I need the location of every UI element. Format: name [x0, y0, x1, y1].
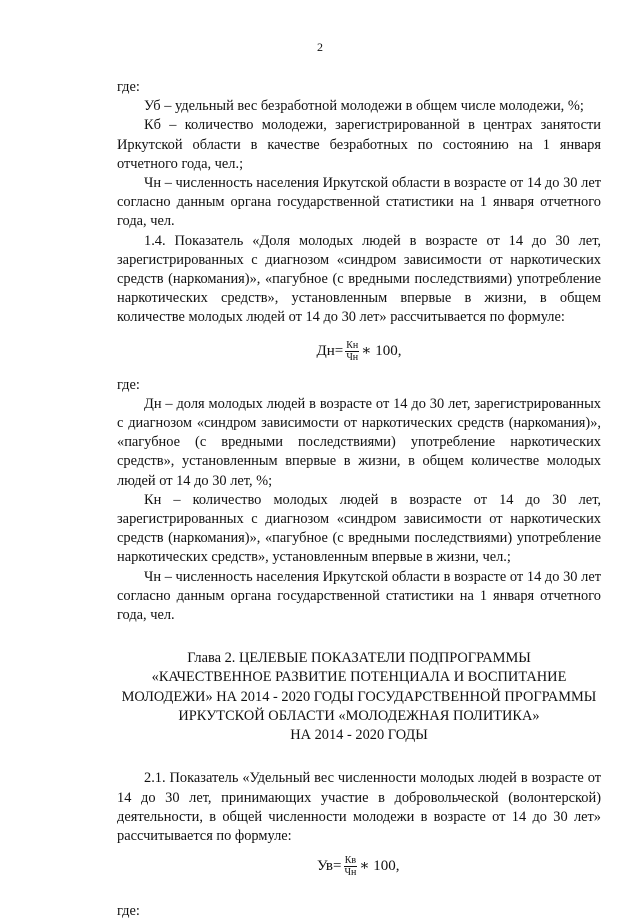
formula-uv-rhs: ∗ 100, [359, 857, 400, 874]
chapter-heading-line: Глава 2. ЦЕЛЕВЫЕ ПОКАЗАТЕЛИ ПОДПРОГРАММЫ [187, 650, 531, 667]
formula-uv-lhs: Ув= [317, 857, 342, 874]
where-label: где: [117, 903, 140, 920]
formula-uv-numerator: Кв [344, 854, 357, 866]
page-content [117, 78, 601, 921]
definition-kb: Кб – количество молодежи, зарегистрированной в центрах занятости Иркутской области в качестве безработных по состоянию на 1 января отчетного года, чел.; [117, 117, 601, 172]
formula-dn-fraction [345, 340, 359, 363]
formula-uv-fraction [343, 855, 357, 878]
formula-uv-denominator: Чн [344, 866, 357, 878]
definition-dn: Дн – доля молодых людей в возрасте от 14 до 30 лет, зарегистрированных с диагнозом «синдром зависимости от наркотических средств (наркомания)», «пагубное (с вредными последствиями) употребление наркотических средств», установленным впервые в жизни, в общем количестве молодых людей от 14 до 30 лет, %; [117, 395, 601, 489]
formula-dn [117, 328, 601, 376]
chapter-heading-line: НА 2014 - 2020 ГОДЫ [290, 727, 428, 744]
paragraph-1-4: 1.4. Показатель «Доля молодых людей в возрасте от 14 до 30 лет, зарегистрированных с диагнозом «синдром зависимости от наркотических средств (наркомания)», «пагубное (с вредными последствиями) употребление наркотических средств», установленным впервые в жизни, в общем количестве молодых людей от 14 до 30 лет» рассчитывается по формуле: [117, 232, 601, 326]
page-number: 2 [317, 40, 323, 54]
definition-chn-2: Чн – численность населения Иркутской области в возрасте от 14 до 30 лет согласно данным органа государственной статистики на 1 января отчетного года, чел. [117, 568, 601, 624]
formula-dn-rhs: ∗ 100, [361, 343, 402, 360]
chapter-heading-line: ИРКУТСКОЙ ОБЛАСТИ «МОЛОДЕЖНАЯ ПОЛИТИКА» [178, 707, 540, 724]
where-label: где: [117, 79, 140, 95]
where-label: где: [117, 376, 140, 393]
definition-ub: Уб – удельный вес безработной молодежи в общем числе молодежи, %; [144, 98, 584, 115]
formula-uv [117, 846, 601, 886]
definition-chn: Чн – численность населения Иркутской области в возрасте от 14 до 30 лет согласно данным органа государственной статистики на 1 января отчетного года, чел. [117, 175, 601, 230]
formula-dn-numerator: Кн [346, 340, 359, 352]
chapter-heading-line: МОЛОДЕЖИ» НА 2014 - 2020 ГОДЫ ГОСУДАРСТВЕННОЙ ПРОГРАММЫ [121, 688, 597, 705]
paragraph-2-1: 2.1. Показатель «Удельный вес численности молодых людей в возрасте от 14 до 30 лет, принимающих участие в добровольческой (волонтерской) деятельности, в общей численности молодежи в возрасте от 14 до 30 лет» рассчитывается по формуле: [117, 770, 601, 844]
definition-kn: Кн – количество молодых людей в возрасте от 14 до 30 лет, зарегистрированных с диагнозом «синдром зависимости от наркотических средств (наркомания)», «пагубное (с вредными последствиями) употребление наркотических средств», установленным впервые в жизни, чел.; [117, 491, 601, 566]
formula-dn-lhs: Дн= [316, 343, 344, 360]
chapter-heading-line: «КАЧЕСТВЕННОЕ РАЗВИТИЕ ПОТЕНЦИАЛА И ВОСПИТАНИЕ [151, 669, 567, 686]
chapter-2-heading [117, 649, 601, 745]
formula-dn-denominator: Чн [346, 352, 359, 364]
